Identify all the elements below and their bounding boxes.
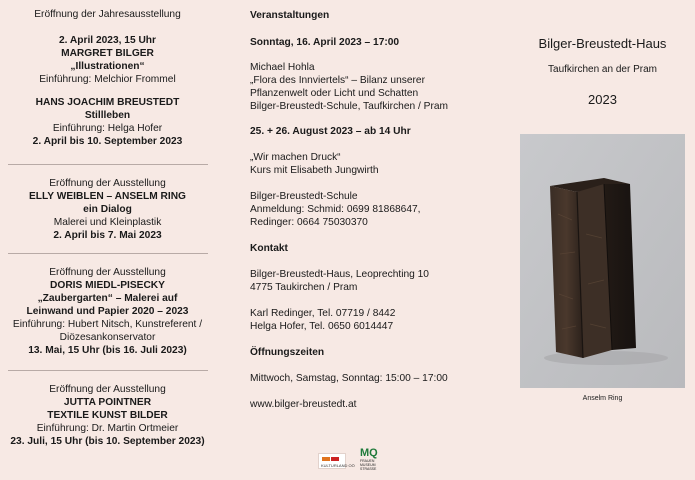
divider: [8, 370, 208, 371]
logo-text: KULTURLAND OÖ: [321, 463, 355, 468]
website-link[interactable]: www.bilger-breustedt.at: [250, 399, 357, 410]
artist-name: MARGRET BILGER: [61, 48, 154, 59]
year: 2023: [588, 92, 617, 107]
logo-bar-red: [331, 457, 339, 461]
event-speaker: Michael Hohla: [250, 62, 315, 73]
event-course: Kurs mit Elisabeth Jungwirth: [250, 165, 379, 176]
exhibition-intro: Eröffnung der Ausstellung: [49, 178, 166, 189]
exhibition-block-4: [0, 383, 215, 448]
event-date: Sonntag, 16. April 2023 – 17:00: [250, 37, 400, 48]
event-title: Pflanzenwelt oder Licht und Schatten: [250, 88, 419, 99]
divider: [8, 253, 208, 254]
contact-address: Bilger-Breustedt-Haus, Leoprechting 10: [250, 269, 429, 280]
sculpture-photo: [520, 134, 685, 388]
events-heading: Veranstaltungen: [250, 10, 330, 21]
event-location: Bilger-Breustedt-Schule, Taufkirchen / Pram: [250, 101, 448, 112]
introduction: Einführung: Dr. Martin Ortmeier: [36, 423, 179, 434]
event-location: Bilger-Breustedt-Schule: [250, 191, 358, 202]
event-title: „Flora des Innviertels“ – Bilanz unserer: [250, 75, 425, 86]
introduction: Einführung: Helga Hofer: [52, 123, 163, 134]
sculpture-image: [520, 134, 685, 388]
exhibition-period: 2. April bis 10. September 2023: [32, 136, 183, 147]
kulturland-logo: [318, 453, 355, 469]
museum-strasse-logo: [360, 448, 382, 474]
exhibition-period: 13. Mai, 15 Uhr (bis 16. Juli 2023): [28, 345, 187, 356]
introduction: Einführung: Melchior Frommel: [39, 74, 176, 85]
event-registration: Redinger: 0664 75030370: [250, 217, 368, 228]
logo-text: FRAUEN MUSEUM STRASSE: [360, 459, 377, 471]
exhibition-intro: Eröffnung der Ausstellung: [49, 384, 166, 395]
contact-address: 4775 Taukirchen / Pram: [250, 282, 358, 293]
work-title: Leinwand und Papier 2020 – 2023: [26, 306, 189, 317]
event-date: 25. + 26. August 2023 – ab 14 Uhr: [250, 126, 411, 137]
logo-mark: MQ: [360, 447, 378, 459]
introduction: Diözesankonservator: [59, 332, 156, 343]
photo-caption: Anselm Ring: [582, 395, 623, 402]
exhibition-block-3: [0, 266, 215, 357]
logo-bar-orange: [322, 457, 330, 461]
exhibition-intro: Eröffnung der Ausstellung: [49, 267, 166, 278]
event-title: „Wir machen Druck“: [250, 152, 341, 163]
contact-person: Karl Redinger, Tel. 07719 / 8442: [250, 308, 396, 319]
hours-heading: Öffnungszeiten: [250, 347, 325, 358]
contact-person: Helga Hofer, Tel. 0650 6014447: [250, 321, 394, 332]
work-title: „Illustrationen“: [70, 61, 145, 72]
artist-name: ELLY WEIBLEN – ANSELM RING: [29, 191, 186, 202]
house-title: Bilger-Breustedt-Haus: [538, 36, 667, 51]
artist-name: DORIS MIEDL-PISECKY: [50, 280, 165, 291]
exhibition-description: Malerei und Kleinplastik: [53, 217, 162, 228]
opening-hours: Mittwoch, Samstag, Sonntag: 15:00 – 17:00: [250, 373, 448, 384]
exhibition-date: 2. April 2023, 15 Uhr: [58, 35, 156, 46]
artist-name: HANS JOACHIM BREUSTEDT: [35, 97, 180, 108]
event-registration: Anmeldung: Schmid: 0699 81868647,: [250, 204, 421, 215]
work-title: Stillleben: [84, 110, 131, 121]
sponsor-logos: [318, 448, 388, 474]
work-title: ein Dialog: [83, 204, 132, 215]
artist-name: JUTTA POINTNER: [63, 397, 152, 408]
exhibition-block-1: [0, 8, 215, 148]
introduction: Einführung: Hubert Nitsch, Kunstreferent /: [12, 319, 203, 330]
house-location: Taufkirchen an der Pram: [548, 64, 657, 75]
exhibition-period: 2. April bis 7. Mai 2023: [53, 230, 162, 241]
divider: [8, 164, 208, 165]
exhibition-intro: Eröffnung der Jahresausstellung: [34, 9, 181, 20]
work-title: TEXTILE KUNST BILDER: [47, 410, 168, 421]
exhibition-block-2: [0, 177, 215, 242]
work-title: „Zaubergarten“ – Malerei auf: [37, 293, 178, 304]
exhibition-period: 23. Juli, 15 Uhr (bis 10. September 2023): [10, 436, 205, 447]
contact-heading: Kontakt: [250, 243, 288, 254]
